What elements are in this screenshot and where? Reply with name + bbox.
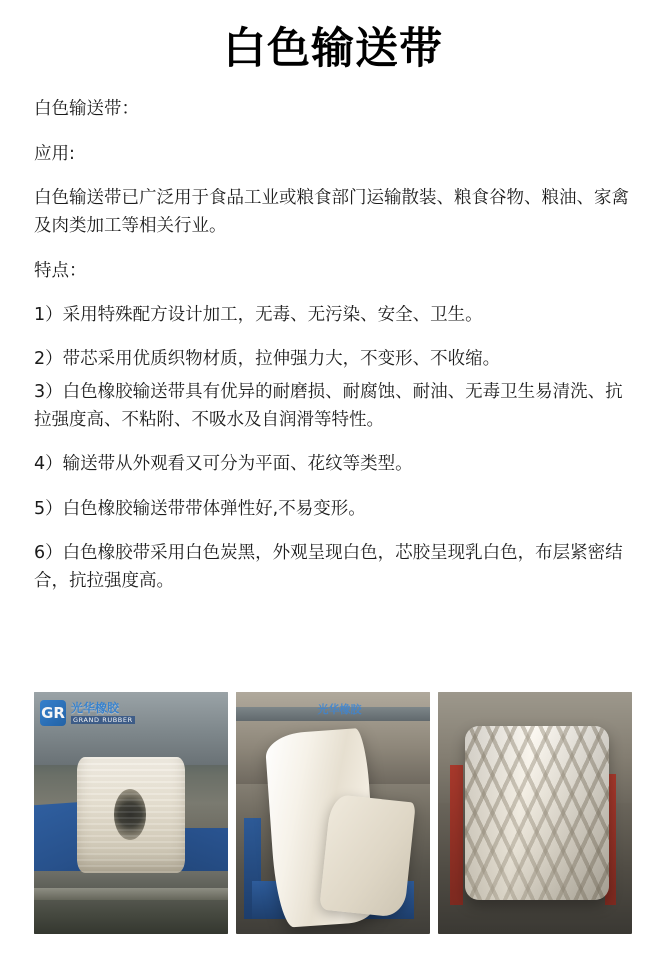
feature-item-6: 6）白色橡胶带采用白色炭黑，外观呈现白色，芯胶呈现乳白色，布层紧密结合，抗拉强度高。 <box>34 543 623 592</box>
logo-text-en: GRAND RUBBER <box>73 715 133 724</box>
photo1-roll-texture <box>77 757 186 873</box>
logo-mark-icon: GR <box>40 700 66 726</box>
heading-features: 特点： <box>34 260 87 281</box>
photo-gallery <box>34 692 632 934</box>
feature-item-4: 4）输送带从外观看又可分为平面、花纹等类型。 <box>34 454 413 475</box>
paragraph-application: 白色输送带已广泛用于食品工业或粮食部门运输散装、粮食谷物、粮油、家禽及肉类加工等相关行业。 <box>34 187 629 237</box>
product-photo-chevron-roll <box>438 692 632 934</box>
product-photo-belt-sheet <box>236 692 430 934</box>
photo1-floor <box>34 871 228 934</box>
logo-text-cn: 光华橡胶 <box>71 700 120 715</box>
paragraph-intro: 白色输送带： <box>34 99 139 120</box>
watermark-secondary: 光华橡胶 <box>317 703 362 716</box>
watermark-logo <box>40 700 135 726</box>
feature-item-2: 2）带芯采用优质织物材质，拉伸强力大，不变形、不收缩。 <box>34 349 501 370</box>
photo3-red-frame-left <box>450 765 464 905</box>
heading-application: 应用: <box>34 143 75 164</box>
photo1-rails <box>34 888 228 900</box>
photo2-white-belt-sheet-lower <box>319 794 416 918</box>
page-title: 白色输送带 <box>223 24 443 74</box>
photo3-shading <box>465 726 609 900</box>
document-page <box>0 26 666 956</box>
document-body <box>34 95 632 595</box>
product-photo-roll-on-machine <box>34 692 228 934</box>
feature-item-5: 5）白色橡胶输送带带体弹性好,不易变形。 <box>34 498 366 519</box>
logo-text <box>71 702 135 725</box>
feature-item-1: 1）采用特殊配方设计加工，无毒、无污染、安全、卫生。 <box>34 305 483 326</box>
feature-item-3: 3）白色橡胶输送带具有优异的耐磨损、耐腐蚀、耐油、无毒卫生易清洗、抗拉强度高、不粘附、不吸水及自润滑等特性。 <box>34 381 623 431</box>
photo3-chevron-belt-roll <box>465 726 609 900</box>
